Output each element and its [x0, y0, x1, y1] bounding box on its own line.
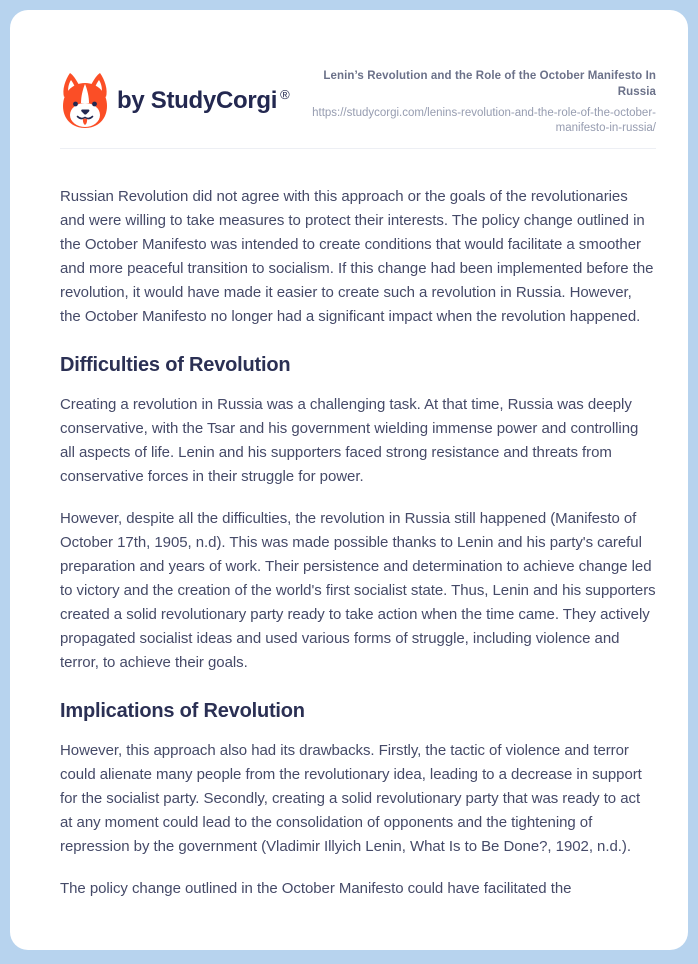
document-title: Lenin’s Revolution and the Role of the October Manifesto In Russia [323, 70, 656, 98]
document-meta [304, 66, 656, 136]
brand-name: by StudyCorgi [117, 87, 278, 114]
brand-wordmark [117, 87, 289, 115]
section-heading-difficulties: Difficulties of Revolution [60, 354, 291, 376]
document-card [10, 10, 688, 950]
studycorgi-brand[interactable] [60, 72, 289, 130]
intro-paragraph: Russian Revolution did not agree with this approach or the goals of the revolutionaries and were willing to take measures to protect their interests. The policy change outlined in the October Manifesto was intended to create conditions that would facilitate a smoother and more peaceful transition to socialism. If this change had been implemented before the revolution, it would have made it easier to create such a revolution in Russia. However, the October Manifesto no longer had a significant impact when the revolution happened. [60, 188, 654, 325]
section-heading-implications: Implications of Revolution [60, 700, 305, 722]
implications-paragraph-2: The policy change outlined in the October Manifesto could have facilitated the [60, 880, 572, 897]
article-content [60, 185, 656, 901]
registered-trademark: ® [280, 87, 290, 102]
difficulties-paragraph-2: However, despite all the difficulties, the revolution in Russia still happened (Manifesto of October 17th, 1905, n.d). This was made possible thanks to Lenin and his party's careful preparation and years of work. Their persistence and determination to achieve change led to victory and the creation of the world's first socialist state. Thus, Lenin and his supporters created a solid revolutionary party ready to take action when the time came. They actively propagated socialist ideas and used various forms of struggle, including violence and terror, to achieve their goals. [60, 510, 656, 671]
difficulties-paragraph-1: Creating a revolution in Russia was a challenging task. At that time, Russia was deeply conservative, with the Tsar and his government wielding immense power and controlling all aspects of life. Lenin and his supporters faced strong resistance and threats from conservative forces in their struggle for power. [60, 396, 639, 485]
document-url-link[interactable]: https://studycorgi.com/lenins-revolution-and-the-role-of-the-october-manifesto-in-russia/ [312, 107, 656, 134]
corgi-icon [60, 72, 110, 130]
header-divider [60, 148, 656, 149]
document-header [60, 66, 656, 136]
implications-paragraph-1: However, this approach also had its drawbacks. Firstly, the tactic of violence and terror could alienate many people from the revolutionary idea, leading to a decrease in support for the socialist party. Secondly, creating a solid revolutionary party that was ready to act at any moment could lead to the consolidation of opponents and the tightening of repression by the government (Vladimir Illyich Lenin, What Is to Be Done?, 1902, n.d.). [60, 742, 642, 855]
